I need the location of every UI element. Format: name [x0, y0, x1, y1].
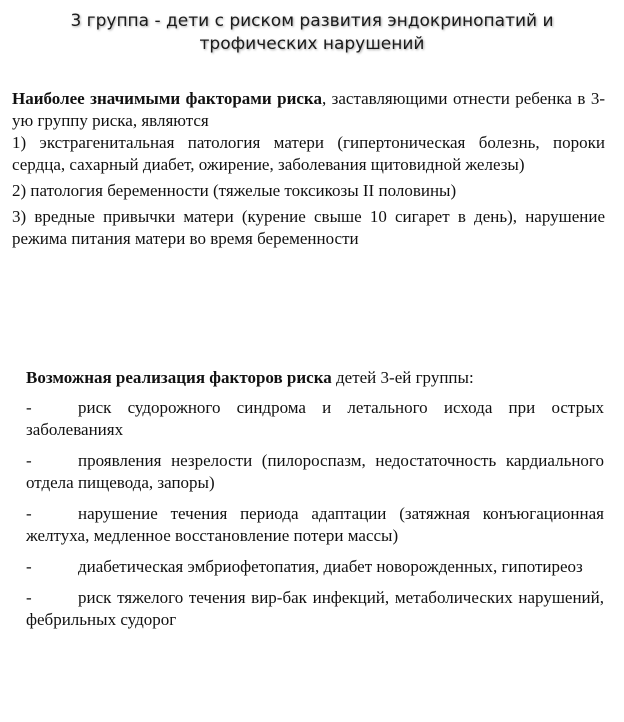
risk-realization-section: [26, 367, 604, 640]
risk-factors-intro: [12, 88, 605, 132]
risk-realization-intro-rest: детей 3-ей группы:: [331, 368, 474, 387]
risk-realization-intro: [26, 367, 604, 389]
risk-realization-item-text: риск судорожного синдрома и летального исхода при острых заболеваниях: [26, 398, 604, 439]
risk-realization-item-3: [26, 503, 604, 547]
list-dash: -: [26, 451, 32, 470]
list-dash: -: [26, 504, 32, 523]
risk-factor-item-1: 1) экстрагенитальная патология матери (гипертоническая болезнь, пороки сердца, сахарный диабет, ожирение, заболевания щитовидной железы): [12, 133, 605, 174]
list-dash: -: [26, 557, 32, 576]
risk-realization-item-text: нарушение течения периода адаптации (затяжная конъюгационная желтуха, медленное восстановление потери массы): [26, 504, 604, 545]
risk-factors-section: [12, 88, 605, 254]
risk-factors-intro-bold: Наиболее значимыми факторами риска: [12, 89, 322, 108]
risk-factors-intro-rest: , заставляющими отнести ребенка в 3-ую группу риска, являются: [12, 89, 605, 130]
risk-realization-item-5: [26, 587, 604, 631]
risk-realization-item-2: [26, 450, 604, 494]
slide-title-line-2: трофических нарушений: [199, 34, 425, 54]
risk-realization-intro-bold: Возможная реализация факторов риска: [26, 368, 332, 387]
risk-realization-item-text: риск тяжелого течения вир-бак инфекций, метаболических нарушений, фебрильных судорог: [26, 588, 604, 629]
risk-realization-item-text: диабетическая эмбриофетопатия, диабет новорожденных, гипотиреоз: [78, 557, 583, 576]
list-dash: -: [26, 588, 32, 607]
risk-factor-item-3: 3) вредные привычки матери (курение свыше 10 сигарет в день), нарушение режима питания матери во время беременности: [12, 207, 605, 248]
risk-realization-item-text: проявления незрелости (пилороспазм, недостаточность кардиального отдела пищевода, запоры): [26, 451, 604, 492]
risk-factor-item-2: 2) патология беременности (тяжелые токсикозы II половины): [12, 181, 457, 200]
list-dash: -: [26, 398, 32, 417]
risk-realization-item-4: [26, 556, 604, 578]
risk-realization-item-1: [26, 397, 604, 441]
slide-title-line-1: 3 группа - дети с риском развития эндокринопатий и: [70, 11, 554, 31]
slide-title: [20, 10, 604, 56]
